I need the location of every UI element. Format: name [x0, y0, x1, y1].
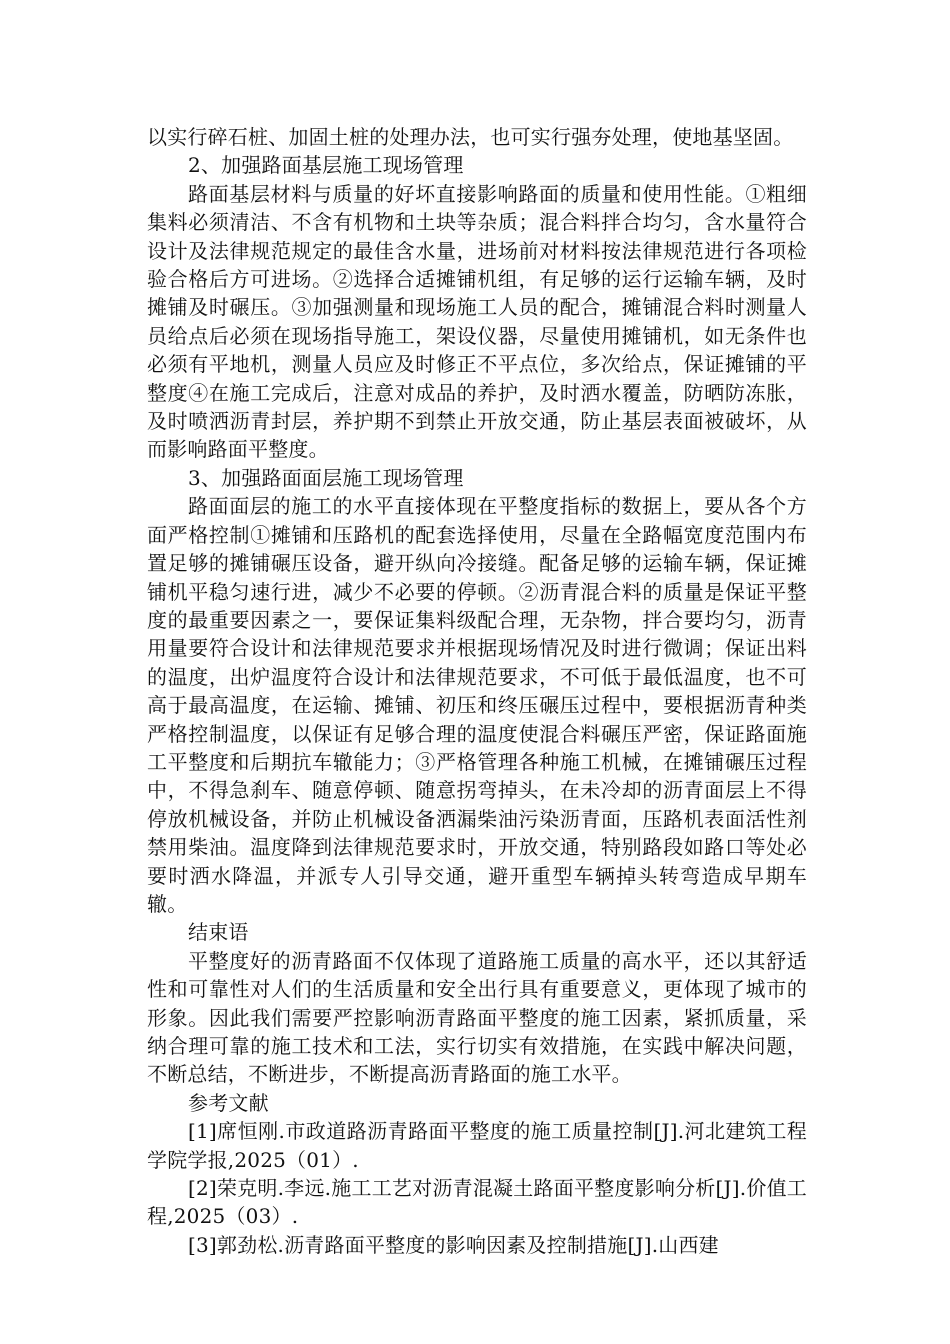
section-heading-surface-layer: 3、加强路面面层施工现场管理 — [188, 465, 464, 490]
paragraph-base-layer: 路面基层材料与质量的好坏直接影响路面的质量和使用性能。①粗细集料必须清洁、不含有机物和土块等杂质；混合料拌合均匀，含水量符合设计及法律规范规定的最佳含水量，进场前对材料按法律规范进行各项检验合格后方可进场。②选择合适摊铺机组，有足够的运行运输车辆，及时摊铺及时碾压。③加强测量和现场施工人员的配合，摊铺混合料时测量人员给点后必须在现场指导施工，架设仪器，尽量使用摊铺机，如无条件也必须有平地机，测量人员应及时修正不平点位，多次给点，保证摊铺的平整度④在施工完成后，注意对成品的养护，及时洒水覆盖，防晒防冻胀，及时喷洒沥青封层，养护期不到禁止开放交通，防止基层表面被破坏，从而影响路面平整度。 — [147, 181, 807, 462]
section-heading-base-layer: 2、加强路面基层施工现场管理 — [188, 153, 464, 178]
paragraph-continuation: 以实行碎石桩、加固土桩的处理办法，也可实行强夯处理，使地基坚固。 — [147, 125, 794, 149]
reference-item: [1]席恒刚.市政道路沥青路面平整度的施工质量控制[J].河北建筑工程学院学报,2025（01）. — [147, 1119, 807, 1172]
reference-item: [2]荣克明.李远.施工工艺对沥青混凝土路面平整度影响分析[J].价值工程,2025（03）. — [147, 1176, 807, 1229]
section-heading-references: 参考文献 — [188, 1090, 269, 1115]
reference-item: [3]郭劲松.沥青路面平整度的影响因素及控制措施[J].山西建 — [188, 1232, 719, 1257]
paragraph-surface-layer: 路面面层的施工的水平直接体现在平整度指标的数据上，要从各个方面严格控制①摊铺和压路机的配套选择使用，尽量在全路幅宽度范围内布置足够的摊铺碾压设备，避开纵向冷接缝。配备足够的运输车辆，保证摊铺机平稳匀速行进，减少不必要的停顿。②沥青混合料的质量是保证平整度的最重要因素之一，要保证集料级配合理，无杂物，拌合要均匀，沥青用量要符合设计和法律规范要求并根据现场情况及时进行微调；保证出料的温度，出炉温度符合设计和法律规范要求，不可低于最低温度，也不可高于最高温度，在运输、摊铺、初压和终压碾压过程中，要根据沥青种类严格控制温度，以保证有足够合理的温度使混合料碾压严密，保证路面施工平整度和后期抗车辙能力；③严格管理各种施工机械，在摊铺碾压过程中，不得急刹车、随意停顿、随意拐弯掉头，在未冷却的沥青面层上不得停放机械设备，并防止机械设备洒漏柴油污染沥青面，压路机表面活性剂禁用柴油。温度降到法律规范要求时，开放交通，特别路段如路口等处必要时洒水降温，并派专人引导交通，避开重型车辆掉头转弯造成早期车辙。 — [147, 494, 807, 916]
section-heading-conclusion: 结束语 — [188, 920, 249, 945]
document-body — [147, 123, 807, 1259]
paragraph-conclusion: 平整度好的沥青路面不仅体现了道路施工质量的高水平，还以其舒适性和可靠性对人们的生活质量和安全出行具有重要意义，更体现了城市的形象。因此我们需要严控影响沥青路面平整度的施工因素，紧抓质量，采纳合理可靠的施工技术和工法，实行切实有效措施，在实践中解决问题，不断总结，不断进步，不断提高沥青路面的施工水平。 — [147, 948, 807, 1087]
